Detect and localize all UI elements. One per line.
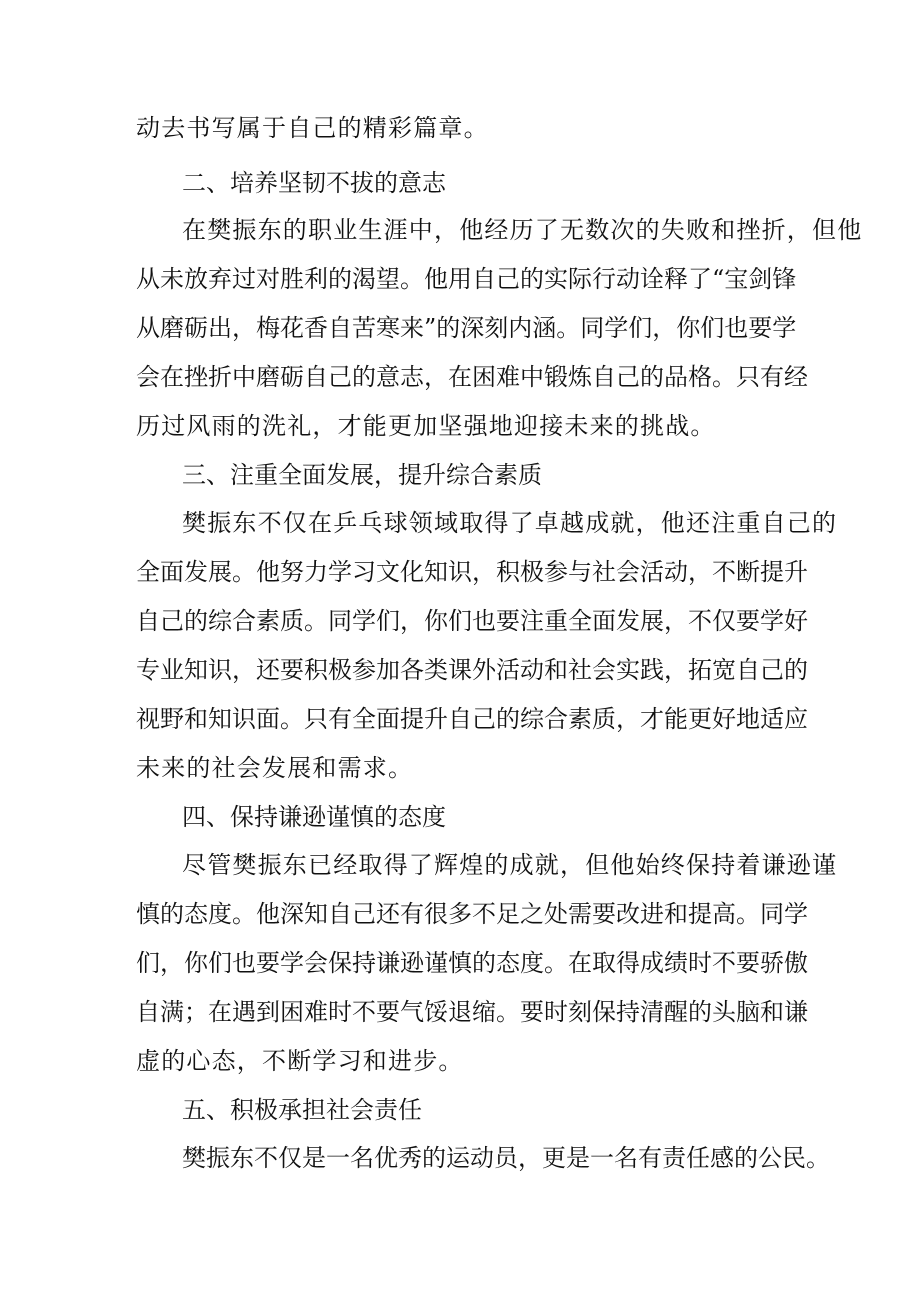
paragraph-line: 慎的态度。他深知自己还有很多不足之处需要改进和提高。同学 xyxy=(136,900,808,928)
paragraph-line: 们，你们也要学会保持谦逊谨慎的态度。在取得成绩时不要骄傲 xyxy=(136,949,808,977)
paragraph-line: 樊振东不仅在乒乓球领域取得了卓越成就，他还注重自己的 xyxy=(182,509,838,537)
paragraph-line: 虚的心态，不断学习和进步。 xyxy=(136,1047,464,1075)
paragraph-line: 动去书写属于自己的精彩篇章。 xyxy=(136,114,489,142)
section-heading-4: 四、保持谦逊谨慎的态度 xyxy=(182,803,446,831)
paragraph-line: 在樊振东的职业生涯中，他经历了无数次的失败和挫折，但他 xyxy=(182,216,863,244)
section-heading-3: 三、注重全面发展，提升综合素质 xyxy=(182,461,542,489)
paragraph-line: 历过风雨的洗礼，才能更加坚强地迎接未来的挑战。 xyxy=(136,412,716,440)
paragraph-line: 从未放弃过对胜利的渴望。他用自己的实际行动诠释了“宝剑锋 xyxy=(136,265,797,293)
section-heading-5: 五、积极承担社会责任 xyxy=(182,1096,422,1124)
section-heading-2: 二、培养坚韧不拔的意志 xyxy=(182,169,446,197)
paragraph-line: 尽管樊振东已经取得了辉煌的成就，但他始终保持着谦逊谨 xyxy=(182,851,838,879)
paragraph-line: 视野和知识面。只有全面提升自己的综合素质，才能更好地适应 xyxy=(136,705,808,733)
paragraph-line: 未来的社会发展和需求。 xyxy=(136,754,414,782)
paragraph-line: 会在挫折中磨砺自己的意志，在困难中锻炼自己的品格。只有经 xyxy=(136,363,808,391)
paragraph-line: 自满；在遇到困难时不要气馁退缩。要时刻保持清醒的头脑和谦 xyxy=(136,998,808,1026)
paragraph-line: 全面发展。他努力学习文化知识，积极参与社会活动，不断提升 xyxy=(136,558,808,586)
paragraph-line: 从磨砺出，梅花香自苦寒来”的深刻内涵。同学们，你们也要学 xyxy=(136,314,797,342)
paragraph-line: 自己的综合素质。同学们，你们也要注重全面发展，不仅要学好 xyxy=(136,607,808,635)
paragraph-line: 专业知识，还要积极参加各类课外活动和社会实践，拓宽自己的 xyxy=(136,656,808,684)
paragraph-line: 樊振东不仅是一名优秀的运动员，更是一名有责任感的公民。 xyxy=(182,1144,830,1172)
